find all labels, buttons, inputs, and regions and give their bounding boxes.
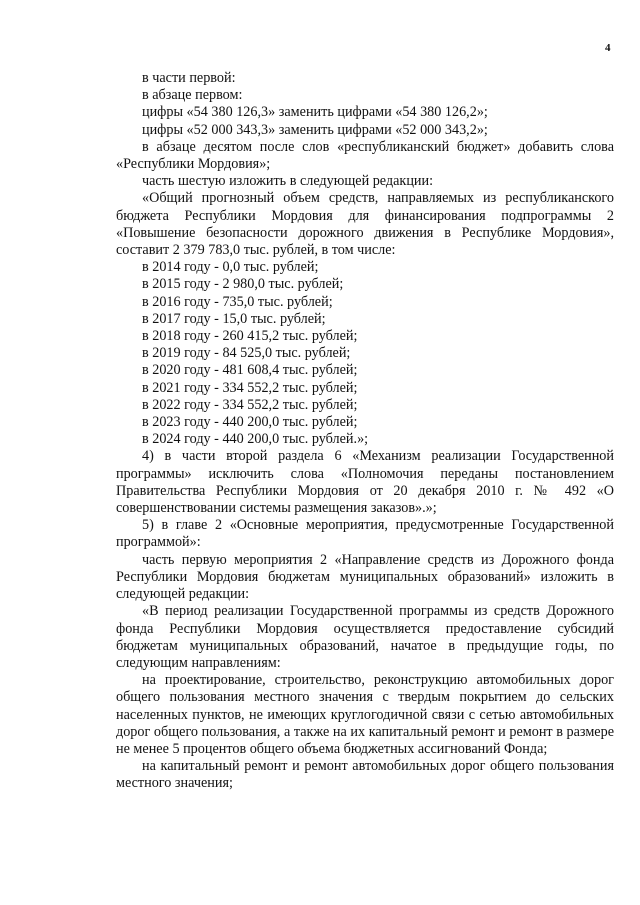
paragraph: «В период реализации Государственной программы из средств Дорожного фонда Республики Мордовия осуществляется предоставление субсидий бюджетам муниципальных образований, начатое в предыдущие годы, по следующим направлениям:	[116, 603, 614, 671]
paragraph: в 2017 году - 15,0 тыс. рублей;	[142, 310, 326, 327]
paragraph: в 2023 году - 440 200,0 тыс. рублей;	[142, 414, 358, 431]
paragraph: цифры «54 380 126,3» заменить цифрами «54 380 126,2»;	[142, 104, 488, 121]
paragraph: в 2016 году - 735,0 тыс. рублей;	[142, 293, 333, 310]
paragraph: в 2019 году - 84 525,0 тыс. рублей;	[142, 345, 351, 362]
paragraph: в 2024 году - 440 200,0 тыс. рублей.»;	[142, 431, 369, 448]
paragraph: в абзаце первом:	[142, 87, 243, 104]
paragraph: 4) в части второй раздела 6 «Механизм реализации Государственной программы» исключить слова «Полномочия переданы постановлением Правительства Республики Мордовия от 20 декабря 2010 г. № 492 «О совершенствовании системы размещения заказов».»;	[116, 448, 614, 517]
document-body	[116, 70, 614, 793]
paragraph: в 2018 году - 260 415,2 тыс. рублей;	[142, 328, 358, 345]
paragraph: цифры «52 000 343,3» заменить цифрами «52 000 343,2»;	[142, 121, 488, 138]
paragraph: на проектирование, строительство, реконструкцию автомобильных дорог общего пользования местного значения с твердым покрытием до сельских населенных пунктов, не имеющих круглогодичной связи с сетью автомобильных дорог общего пользования, а также на их капитальный ремонт и ремонт в размере не менее 5 процентов общего объема бюджетных ассигнований Фонда;	[116, 672, 614, 757]
paragraph: в 2022 году - 334 552,2 тыс. рублей;	[142, 396, 358, 413]
paragraph: часть шестую изложить в следующей редакции:	[142, 173, 434, 190]
paragraph: 5) в главе 2 «Основные мероприятия, предусмотренные Государственной программой»:	[116, 517, 614, 551]
paragraph: часть первую мероприятия 2 «Направление средств из Дорожного фонда Республики Мордовия бюджетам муниципальных образований» изложить в следующей редакции:	[116, 551, 614, 603]
paragraph: «Общий прогнозный объем средств, направляемых из республиканского бюджета Республики Мордовия для финансирования подпрограммы 2 «Повышение безопасности дорожного движения в Республике Мордовия», составит 2 379 783,0 тыс. рублей, в том числе:	[116, 190, 614, 259]
paragraph: в 2021 году - 334 552,2 тыс. рублей;	[142, 379, 358, 396]
paragraph: в абзаце десятом после слов «республиканский бюджет» добавить слова «Республики Мордовия»;	[116, 138, 614, 173]
paragraph: на капитальный ремонт и ремонт автомобильных дорог общего пользования местного значения;	[116, 758, 614, 792]
paragraph: в части первой:	[142, 70, 236, 86]
paragraph: в 2014 году - 0,0 тыс. рублей;	[142, 259, 319, 276]
paragraph: в 2020 году - 481 608,4 тыс. рублей;	[142, 362, 358, 379]
page-number: 4	[605, 42, 611, 54]
paragraph: в 2015 году - 2 980,0 тыс. рублей;	[142, 276, 344, 293]
